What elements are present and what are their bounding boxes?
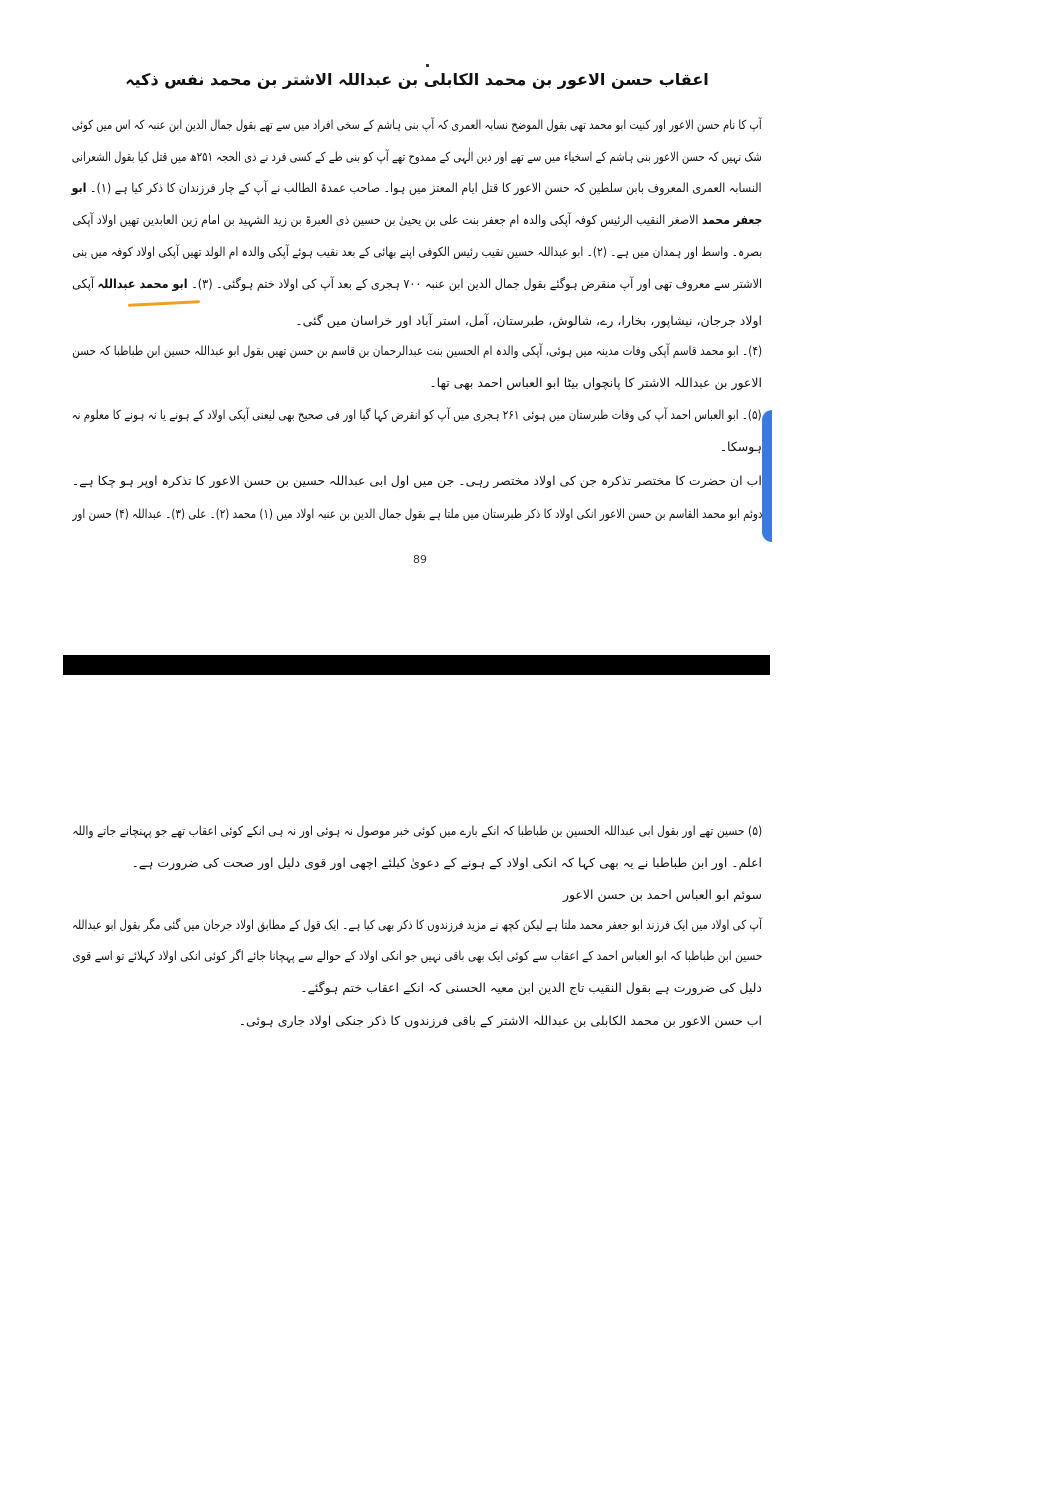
line-text: ہوسکا۔ bbox=[719, 439, 762, 454]
line-text: اعلم۔ اور ابن طباطبا نے یہ بھی کہا کہ انکی اولاد کے ہونے کے دعویٰ کیلئے اچھی اور قوی دلیل اور صحت کی ضرورت ہے۔ bbox=[131, 855, 762, 870]
line-text: حسین ابن طباطبا کہ ابو العباس احمد کے اعقاب سے کوئی ایک بھی باقی نہیں جو انکی اولاد کے حوالے سے پہچانا جائے اگر کوئی انکی اولاد کہلائے تو اسے قوی bbox=[72, 948, 762, 963]
section-title: اعقاب حسن الاعور بن محمد الکابلی بن عبداللہ الاشتر بن محمد نفس ذکیہ bbox=[125, 70, 709, 89]
paragraph-line bbox=[72, 405, 762, 425]
highlight-underline bbox=[128, 300, 200, 307]
line-text: شک نہیں کہ حسن الاعور بنی ہاشم کے اسخیاء میں سے تھے اور دین الٰہی کے ممدوح تھے آپ کو بنی طے کے کسی فرد نے ذی الحجہ ۲۵۱ھ میں قتل کیا بقول الشعرانی bbox=[72, 149, 762, 164]
line-wrap bbox=[72, 274, 762, 294]
bold-name: جعفر محمد bbox=[701, 212, 762, 227]
line-text: آپ کا نام حسن الاعور اور کنیت ابو محمد تھی بقول الموضح نسابہ العمری کہ آپ بنی ہاشم کے سخی افراد میں سے تھے بقول جمال الدین ابن عنبہ کہ اس میں کوئی bbox=[72, 117, 762, 132]
page-divider bbox=[63, 655, 770, 675]
paragraph-line bbox=[72, 147, 762, 167]
line-text: النسابہ العمری المعروف بابن سلطین کہ حسن الاعور کا قتل ایام المعتز میں ہوا۔ صاحب عمدۃ الطالب نے آپ کے چار فرزندان کا ذکر کیا ہے (۱)۔ bbox=[90, 180, 762, 195]
line-text: اب ان حضرت کا مختصر تذکرہ جن کی اولاد مختصر رہی۔ جن میں اول ابی عبداللہ حسین بن حسن الاعور کا تذکرہ اوپر ہو چکا ہے۔ bbox=[72, 473, 762, 488]
line-wrap bbox=[72, 178, 762, 198]
line-wrap bbox=[72, 210, 762, 230]
paragraph-line bbox=[72, 471, 762, 491]
bold-name: ابو bbox=[72, 180, 87, 195]
paragraph-line bbox=[72, 853, 762, 873]
paragraph-line bbox=[72, 504, 762, 524]
line-text: دلیل کی ضرورت ہے بقول النقیب تاج الدین ابن معیہ الحسنی کہ انکے اعقاب ختم ہوگئے۔ bbox=[300, 980, 762, 995]
line-text: الاشتر سے معروف تھی اور آپ منقرض ہوگئے بقول جمال الدین ابن عنبہ ۷۰۰ ہجری کے بعد آپ کی اولاد ختم ہوگئی۔ (۳)۔ bbox=[191, 276, 762, 291]
paragraph-line bbox=[72, 115, 762, 135]
paragraph-line bbox=[72, 946, 762, 966]
bold-name: ابو محمد عبداللہ bbox=[97, 276, 188, 291]
line-text: دوئم ابو محمد القاسم بن حسن الاعور انکی اولاد کا ذکر طبرستان میں ملتا ہے بقول جمال الدین بن عنبہ اولاد میں (۱) محمد (۲)۔ علی (۳)۔ عبداللہ (۴) حسن اور bbox=[72, 506, 762, 521]
scan-speck bbox=[426, 64, 429, 67]
line-text: اب حسن الاعور بن محمد الکابلی بن عبداللہ الاشتر کے باقی فرزندوں کا ذکر جنکی اولاد جاری ہوئی۔ bbox=[238, 1013, 762, 1028]
paragraph-line bbox=[72, 210, 762, 230]
line-text: (۵) حسین تھے اور بقول ابی عبداللہ الحسین بن طباطبا کہ انکے بارے میں کوئی خبر موصول نہ ہوئی اور نہ ہی انکے کوئی اعقاب تھے جو پہنچانے جاتے واللہ bbox=[72, 823, 762, 838]
line-text: الاعور بن عبداللہ الاشتر کا پانچواں بیٹا ابو العباس احمد بھی تھا۔ bbox=[429, 375, 762, 390]
paragraph-line bbox=[72, 341, 762, 361]
paragraph-line bbox=[72, 1011, 762, 1031]
paragraph-line bbox=[72, 274, 762, 294]
paragraph-line bbox=[72, 915, 762, 935]
line-text: سوئم ابو العباس احمد بن حسن الاعور bbox=[562, 887, 762, 902]
paragraph-line bbox=[72, 821, 762, 841]
paragraph-line bbox=[72, 311, 762, 331]
paragraph-line bbox=[72, 373, 762, 393]
paragraph-line bbox=[72, 178, 762, 198]
line-text: آپکی bbox=[72, 276, 94, 291]
line-text: (۵)۔ ابو العباس احمد آپ کی وفات طبرستان میں ہوئی ۲۶۱ ہجری میں آپ کو انقرض کہا گیا اور فی صحیح بھی لیعنی آپکی اولاد کے ہونے یا نہ ہونے کا معلوم نہ bbox=[72, 407, 762, 422]
line-text: اولاد جرجان، نیشاپور، بخارا، رے، شالوش، طبرستان، آمل، استر آباد اور خراسان میں گئی۔ bbox=[295, 313, 762, 328]
paragraph-line bbox=[72, 242, 762, 262]
page-number: 89 bbox=[413, 553, 427, 566]
paragraph-line bbox=[72, 437, 762, 457]
line-text: آپ کی اولاد میں ایک فرزند ابو جعفر محمد ملتا ہے لیکن کچھ نے مزید فرزندوں کا ذکر بھی کیا ہے۔ ایک قول کے مطابق اولاد جرجان میں گئی مگر بقول ابو عبداللہ bbox=[72, 917, 762, 932]
subheading bbox=[72, 885, 762, 905]
paragraph-line bbox=[72, 978, 762, 998]
line-text: (۴)۔ ابو محمد قاسم آپکی وفات مدینہ میں ہوئی، آپکی والدہ ام الحسین بنت عبدالرحمان بن قاسم بن حسن تھیں بقول ابو عبداللہ حسین ابن طباطبا کہ حسن bbox=[72, 343, 762, 358]
side-panel-tab[interactable] bbox=[762, 410, 772, 542]
line-text: بصرہ۔ واسط اور ہمدان میں ہے۔ (۲)۔ ابو عبداللہ حسین نقیب رئیس الکوفی اپنے بھائی کے بعد نقیب ہوئے آپکی والدہ ام الولد تھیں آپکی اولاد کوفہ میں بنی bbox=[72, 244, 762, 259]
line-text: الاصغر النقیب الرئیس کوفہ آپکی والدہ ام جعفر بنت علی بن یحییٰ بن حسین ذی العبرۃ بن زید الشہید بن امام زین العابدین تھیں اولاد آپکی bbox=[72, 212, 699, 227]
